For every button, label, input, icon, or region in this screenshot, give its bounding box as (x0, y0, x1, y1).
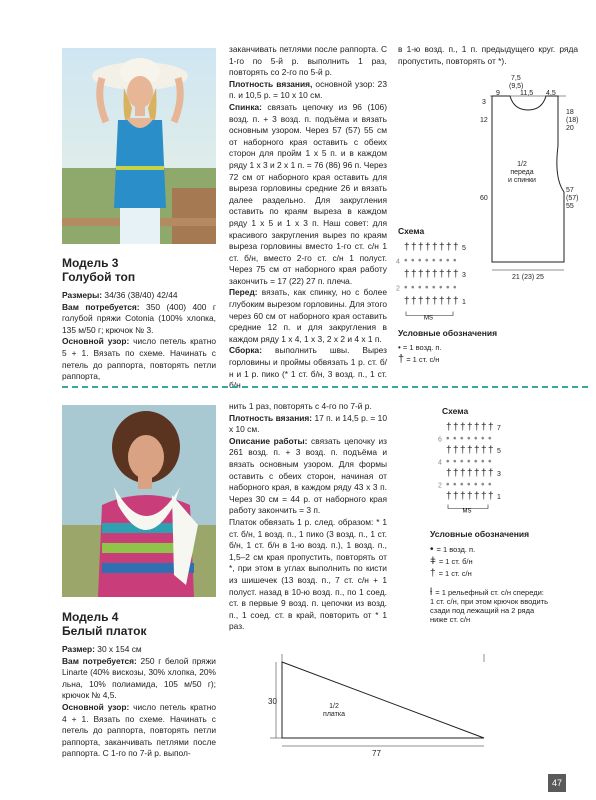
model3-stitch-symbol: • (439, 282, 443, 294)
model3-repeat-label: MS (424, 315, 433, 322)
model3-row-number: 4 (396, 258, 400, 266)
model3-row-number: 2 (396, 285, 400, 293)
model4-stitch-symbol: † (453, 491, 459, 502)
model4-stitch-symbol: † (488, 468, 494, 479)
model4-paragraph-heading: Размер: (62, 644, 95, 654)
model4-title-number: Модель 4 (62, 610, 119, 624)
model3-paragraph-heading: Основной узор: (62, 336, 130, 347)
model4-paragraph (229, 517, 387, 633)
model4-row-number: 1 (497, 494, 501, 501)
model4-stitch-symbol: • (467, 456, 471, 468)
model3-stitch-symbol: † (404, 269, 410, 280)
model3-paragraph-text: связать цепочку из 96 (106) возд. п. + 3 возд. п. подъёма и вязать основным узором. Через 57 (57) 55 см от наборного края оставить с обеих сторон для пройм 1 х 5 п. и в каждом ряду 1 х 3 и 2 х 1 п. = 76 (86) 96 п. Через 72 см от наборного края оставить для выреза горловины средние 26 и вязать далее раздельно. Для закругления оставить по краям выреза в каждом ряду 1 х 5 и 1 х 3 п. Наш совет: для красивого закругления вырез по краям выреза горловины вместо 1-го ст. с/н 1 ст. б/н, вместо 2-го ст. с/н 1 полуст. Через 75 см от наборного края работу закончить = 17 (22) 27 п. плеча. (229, 101, 387, 286)
model3-stitch-symbol: † (425, 242, 431, 253)
model4-stitch-symbol: • (453, 456, 457, 468)
model4-stitch-chart (438, 416, 528, 516)
model4-paragraph-text: связать цепочку из 261 возд. п. + 3 возд. п. подъёма и вязать основным узором. Для формы оставить с обеих сторон, начиная от наборного края, в каждом ряду 43 х 3 п. Через 30 см = 44 р. от наборного края работу закончить = 3 п. (229, 435, 387, 516)
model3-diagram-left-3: 60 (480, 195, 488, 202)
section-divider (62, 386, 588, 388)
model4-row-number: 6 (438, 436, 442, 444)
model3-paragraph-text: заканчивать петлями после раппорта. С 1-го по 5-й р. выполнить 1 раз, повторять со 2-го по 5-й р. (229, 44, 387, 78)
model3-stitch-symbol: • (446, 255, 450, 267)
model4-stitch-symbol: • (481, 456, 485, 468)
double-crochet-icon: † (398, 353, 405, 365)
model4-paragraph (229, 401, 387, 413)
model3-diagram-center-3: и спинки (508, 177, 536, 184)
model3-stitch-symbol: † (439, 242, 445, 253)
stitch-symbol-icon: ǂ (430, 556, 436, 567)
model3-stitch-symbol: • (404, 255, 408, 267)
model4-paragraph-text: число петель кратно 4 + 1. Вязать по схеме. Начинать с петель до раппорта, повторять петли раппорта, заканчивать петлями после раппорта. С 1-го по 7-й р. выпол- (62, 701, 216, 759)
model3-stitch-symbol: • (439, 255, 443, 267)
model4-stitch-symbol: † (460, 422, 466, 433)
model4-title (62, 610, 222, 638)
model3-stitch-symbol: • (432, 255, 436, 267)
model3-paragraph-heading: Сборка: (229, 345, 262, 356)
model3-stitch-symbol: † (418, 296, 424, 307)
model4-legend-text: = 1 рельефный ст. с/н спереди: 1 ст. с/н, при этом крючок вводить сзади под лежащий на 2 ряда ниже ст. с/н (430, 588, 549, 624)
model4-legend-text: = 1 возд. п. (436, 545, 476, 554)
model3-diagram-right-3: 20 (566, 125, 574, 132)
model4-stitch-symbol: • (481, 479, 485, 491)
model4-diagram-center-1: 1/2 (329, 703, 339, 710)
model4-stitch-symbol: † (453, 445, 459, 456)
model4-stitch-symbol: † (474, 445, 480, 456)
model4-stitch-symbol: † (481, 445, 487, 456)
model3-legend-chain (398, 343, 442, 352)
model4-stitch-symbol: † (467, 445, 473, 456)
model3-stitch-symbol: † (411, 242, 417, 253)
model4-paragraph-heading: Основной узор: (62, 701, 130, 712)
model3-stitch-symbol: • (411, 255, 415, 267)
model3-stitch-symbol: † (411, 269, 417, 280)
model3-paragraph-text: выполнить швы. Вырез горловины и проймы обвязать 1 р. ст. б/н и 1 р. пико (* 1 ст. б/н, 3 возд. п., 1 ст. б/н (229, 345, 387, 391)
model3-stitch-symbol: † (432, 269, 438, 280)
model3-diagram-right-2: (18) (566, 117, 579, 124)
model4-schema-label: Схема (442, 406, 469, 416)
model4-stitch-symbol: † (446, 468, 452, 479)
model3-paragraph-heading: Перед: (229, 287, 258, 298)
model3-stitch-symbol: • (411, 282, 415, 294)
model4-legend-row (430, 545, 550, 554)
model4-col1 (62, 644, 216, 760)
model4-stitch-symbol: • (474, 479, 478, 491)
model4-paragraph-heading: Описание работы: (229, 435, 308, 446)
model4-legend-row (430, 569, 550, 578)
model4-stitch-symbol: † (488, 445, 494, 456)
model3-stitch-symbol: † (453, 242, 459, 253)
model4-paragraph-text: 250 г белой пряжи Linarte (40% вискозы, 30% хлопка, 20% льна, 10% полиамида, 105 м/50 г); крючок № 4,5. (62, 655, 216, 701)
model4-legend-text: = 1 ст. б/н (438, 557, 473, 566)
model3-stitch-symbol: † (439, 269, 445, 280)
model4-stitch-symbol: † (474, 422, 480, 433)
model4-shape-diagram (262, 650, 502, 760)
model3-diagram-top-4: 11,5 (520, 90, 534, 97)
model4-stitch-symbol: † (488, 422, 494, 433)
model3-paragraph (229, 79, 387, 102)
model3-legend-dc-text: = 1 ст. с/н (406, 355, 440, 364)
model4-paragraph (62, 702, 216, 760)
model4-paragraph (229, 436, 387, 517)
model4-stitch-symbol: † (481, 422, 487, 433)
model3-stitch-symbol: • (425, 282, 429, 294)
model4-stitch-symbol: • (488, 433, 492, 445)
model4-diagram-center-2: платка (323, 711, 345, 718)
model4-stitch-symbol: † (474, 468, 480, 479)
model4-paragraph-text: нить 1 раз, повторять с 4-го по 7-й р. (229, 401, 372, 411)
model3-legend-title: Условные обозначения (398, 328, 498, 338)
model3-stitch-symbol: † (453, 296, 459, 307)
model3-stitch-symbol: † (432, 296, 438, 307)
model3-legend-dc (398, 355, 439, 364)
model3-title-number: Модель 3 (62, 256, 119, 270)
model4-col2 (229, 401, 387, 633)
model3-paragraph (62, 290, 216, 302)
model3-paragraph-text: основной узор: 23 п. и 10,5 р. = 10 х 10 см. (229, 78, 387, 101)
model3-stitch-symbol: • (446, 282, 450, 294)
model4-row-number: 7 (497, 425, 501, 432)
model3-paragraph-text: число петель кратно 5 + 1. Вязать по схеме. Начинать с петель до раппорта, повторять петли раппорта, (62, 336, 216, 382)
model4-stitch-symbol: • (460, 456, 464, 468)
model3-diagram-top-2: (9,5) (509, 83, 524, 90)
model3-row-number: 1 (462, 299, 466, 306)
model4-stitch-symbol: † (460, 468, 466, 479)
model3-paragraph (229, 287, 387, 345)
model4-stitch-symbol: † (474, 491, 480, 502)
model4-row-number: 3 (497, 471, 501, 478)
model4-paragraph (229, 413, 387, 436)
model3-stitch-symbol: † (418, 269, 424, 280)
model4-row-number: 2 (438, 482, 442, 490)
model3-construction-diagram (476, 74, 586, 284)
model4-legend-row (430, 557, 550, 566)
model4-stitch-symbol: • (474, 433, 478, 445)
model4-stitch-symbol: • (460, 479, 464, 491)
model4-stitch-symbol: † (481, 491, 487, 502)
model3-paragraph (62, 336, 216, 382)
model4-stitch-symbol: • (467, 433, 471, 445)
model3-stitch-symbol: † (453, 269, 459, 280)
model3-col1 (62, 290, 216, 383)
model3-diagram-left-1: 3 (482, 99, 486, 106)
model3-stitch-symbol: † (432, 242, 438, 253)
model4-stitch-symbol: † (481, 468, 487, 479)
model4-row-number: 5 (497, 448, 501, 455)
model3-stitch-symbol: † (404, 296, 410, 307)
model3-stitch-symbol: † (446, 242, 452, 253)
model3-paragraph (229, 44, 387, 79)
model3-paragraph-heading: Спинка: (229, 101, 262, 112)
model4-stitch-symbol: • (453, 433, 457, 445)
model4-paragraph (62, 656, 216, 702)
model3-diagram-left-2: 12 (480, 117, 488, 124)
model4-stitch-symbol: † (488, 491, 494, 502)
model3-paragraph-text: вязать, как спинку, но с более глубоким вырезом горловины. Для этого через 60 см от наборного края оставить средние 12 п. и для закругления в каждом ряду 1 х 4, 1 х 3, 2 х 2 и 4 х 1 п. (229, 287, 387, 344)
model4-paragraph-text: Платок обвязать 1 р. след. образом: * 1 ст. б/н, 1 возд. п., 1 пико (3 возд. п., 1 ст. б/н, 1 ст. б/н в 1-ю возд. п.), 1 возд. п., 1,5–2 см края пропустить, повторять от *, при этом в углах выполнить по кисти из шишечек (13 возд. п., 7 ст. с/н + 1 полуст. назад в 10-ю возд. п., по 1 соед. ст. в первые 9 возд. п. цепочки из возд. п., 1 соед. ст. в край, повторить от * 1 раз. (229, 516, 387, 632)
model3-col2 (229, 44, 387, 392)
model3-photo (62, 48, 216, 244)
model3-stitch-symbol: † (411, 296, 417, 307)
model3-stitch-symbol: † (446, 269, 452, 280)
stitch-symbol-icon: ƚ (430, 587, 433, 598)
model3-diagram-bottom: 21 (23) 25 (512, 274, 544, 281)
model4-row-number: 4 (438, 459, 442, 467)
model3-diagram-right-1: 18 (566, 109, 574, 116)
model3-stitch-symbol: † (425, 296, 431, 307)
model4-stitch-symbol: • (446, 456, 450, 468)
model4-paragraph-heading: Плотность вязания: (229, 412, 313, 423)
model3-title-name: Голубой топ (62, 270, 136, 284)
model4-stitch-symbol: • (467, 479, 471, 491)
model3-diagram-right-5: (57) (566, 195, 579, 202)
model3-diagram-center-2: переда (510, 169, 534, 176)
model3-paragraph-heading: Размеры: (62, 290, 103, 300)
model4-paragraph-text: 17 п. и 14,5 р. = 10 х 10 см. (229, 412, 387, 435)
model4-stitch-symbol: • (446, 479, 450, 491)
model3-col3: в 1-ю возд. п., 1 п. предыдущего круг. ряда пропустить, повторять от *). (398, 44, 578, 66)
model4-stitch-symbol: † (446, 491, 452, 502)
model3-paragraph (229, 345, 387, 391)
model3-stitch-symbol: • (404, 282, 408, 294)
model3-stitch-chart (396, 236, 476, 322)
model4-stitch-symbol: † (446, 445, 452, 456)
model4-stitch-symbol: • (453, 479, 457, 491)
model3-title (62, 256, 222, 284)
model3-stitch-symbol: † (446, 296, 452, 307)
model4-stitch-symbol: † (460, 491, 466, 502)
model4-legend-text: = 1 ст. с/н (438, 569, 472, 578)
model3-diagram-top-1: 7,5 (511, 75, 521, 82)
model3-stitch-symbol: • (418, 282, 422, 294)
model4-diagram-height: 30 (268, 697, 277, 706)
model3-paragraph (229, 102, 387, 288)
model3-stitch-symbol: † (404, 242, 410, 253)
model3-legend-chain-text: = 1 возд. п. (402, 343, 442, 352)
model4-paragraph-heading: Вам потребуется: (62, 655, 137, 666)
model3-diagram-top-3: 9 (496, 90, 500, 97)
model3-stitch-symbol: † (425, 269, 431, 280)
model4-stitch-symbol: † (453, 422, 459, 433)
model4-paragraph-text: 30 х 154 см (94, 644, 142, 654)
model3-paragraph-heading: Вам потребуется: (62, 301, 140, 312)
model3-row-number: 3 (462, 272, 466, 279)
model3-stitch-symbol: • (432, 282, 436, 294)
model3-paragraph-heading: Плотность вязания, (229, 78, 313, 89)
model4-stitch-symbol: † (467, 422, 473, 433)
model3-diagram-top-5: 4,5 (546, 90, 556, 97)
model4-stitch-symbol: • (481, 433, 485, 445)
model4-photo (62, 405, 216, 597)
stitch-symbol-icon: † (430, 568, 436, 579)
model3-stitch-symbol: • (453, 282, 457, 294)
model4-stitch-symbol: † (467, 468, 473, 479)
page-number: 47 (548, 774, 566, 792)
model4-legend-row (430, 588, 550, 624)
model4-diagram-width: 77 (372, 749, 381, 758)
model3-stitch-symbol: • (418, 255, 422, 267)
model4-stitch-symbol: † (446, 422, 452, 433)
model4-stitch-symbol: † (467, 491, 473, 502)
model4-stitch-symbol: • (446, 433, 450, 445)
model3-stitch-symbol: • (425, 255, 429, 267)
model4-title-name: Белый платок (62, 624, 147, 638)
model3-stitch-symbol: • (453, 255, 457, 267)
model4-legend-title: Условные обозначения (430, 529, 530, 539)
model4-stitch-symbol: • (488, 479, 492, 491)
model4-stitch-symbol: † (453, 468, 459, 479)
model4-stitch-symbol: † (460, 445, 466, 456)
model4-paragraph (62, 644, 216, 656)
model3-paragraph-text: 350 (400) 400 г голубой пряжи Cotonia (100% хлопка, 135 м/50 г; крючок № 3. (62, 301, 216, 335)
model3-stitch-symbol: † (418, 242, 424, 253)
chain-stitch-icon: • (398, 343, 401, 352)
model3-paragraph (62, 302, 216, 337)
model4-stitch-symbol: • (488, 456, 492, 468)
model3-paragraph-text: 34/36 (38/40) 42/44 (102, 290, 178, 300)
model3-stitch-symbol: † (439, 296, 445, 307)
model4-stitch-symbol: • (474, 456, 478, 468)
model3-row-number: 5 (462, 245, 466, 252)
model3-diagram-right-4: 57 (566, 187, 574, 194)
stitch-symbol-icon: • (430, 544, 434, 555)
model3-diagram-right-6: 55 (566, 203, 574, 210)
model3-schema-label: Схема (398, 226, 425, 236)
model4-stitch-symbol: • (460, 433, 464, 445)
model3-diagram-center-1: 1/2 (517, 161, 527, 168)
model4-repeat-label: MS (462, 508, 472, 515)
